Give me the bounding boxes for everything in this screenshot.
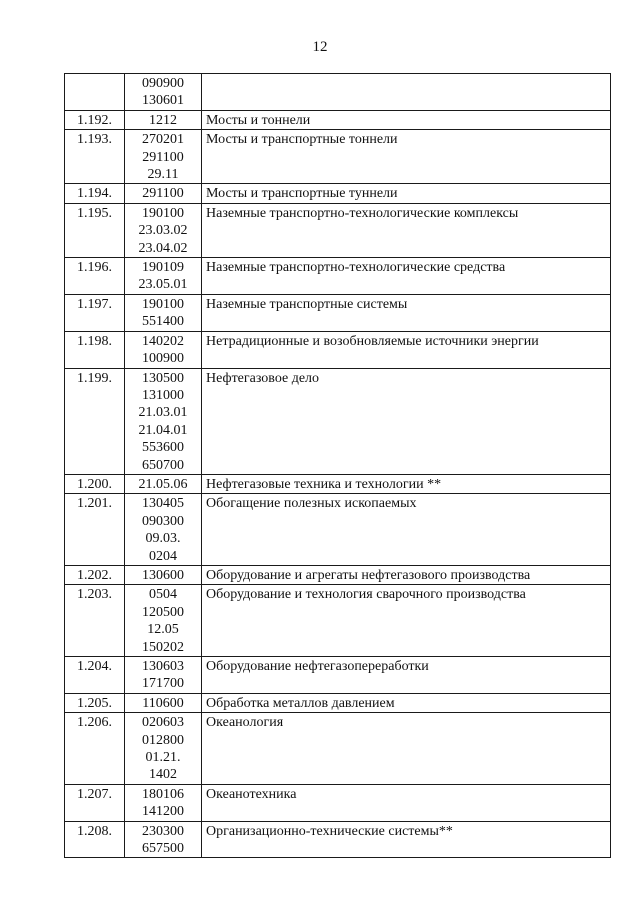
specialty-code: 190109 [142,260,184,276]
code-cell [125,294,202,331]
table-row [65,784,611,821]
table-row [65,474,611,493]
specialty-name-cell: Океанотехника [202,784,611,821]
specialty-code: 130500 [142,370,184,386]
code-cell [125,784,202,821]
code-cell [125,130,202,184]
specialty-code: 12.05 [147,622,179,638]
table-row [65,294,611,331]
row-number-cell [65,74,125,111]
specialty-name-cell: Нефтегазовые техника и технологии ** [202,474,611,493]
specialty-code: 190100 [142,205,184,221]
specialty-code: 140202 [142,333,184,349]
table-row [65,110,611,129]
table-row [65,494,611,566]
row-number-cell: 1.196. [65,258,125,295]
code-cell [125,585,202,657]
code-cell [125,693,202,712]
row-number-cell: 1.194. [65,184,125,203]
specialty-code: 020603 [142,715,184,731]
row-number-cell: 1.207. [65,784,125,821]
specialty-code: 0504 [149,587,177,603]
specialty-code: 23.04.02 [138,240,188,256]
table-row [65,331,611,368]
table-row [65,657,611,694]
specialty-code: 29.11 [147,167,179,183]
code-cell [125,657,202,694]
specialty-name-cell: Нетрадиционные и возобновляемые источники энергии [202,331,611,368]
specialty-name-cell: Обогащение полезных ископаемых [202,494,611,566]
specialty-name-cell: Наземные транспортно-технологические комплексы [202,203,611,257]
code-cell [125,184,202,203]
specialty-name-cell: Обработка металлов давлением [202,693,611,712]
table-body [65,74,611,858]
specialty-code: 553600 [142,440,184,456]
specialty-code: 120500 [142,604,184,620]
specialty-code: 21.03.01 [138,405,188,421]
specialty-name-cell: Организационно-технические системы** [202,821,611,858]
specialty-code: 657500 [142,841,184,857]
specialty-name-cell: Наземные транспортно-технологические средства [202,258,611,295]
code-cell [125,565,202,584]
specialty-code: 01.21. [145,750,181,766]
row-number-cell: 1.198. [65,331,125,368]
table-row [65,184,611,203]
specialty-code: 100900 [142,351,184,367]
specialty-name-cell [202,74,611,111]
table-row [65,368,611,474]
row-number-cell: 1.208. [65,821,125,858]
code-cell [125,821,202,858]
table-row [65,203,611,257]
table-row [65,74,611,111]
specialty-code: 291100 [142,149,184,165]
specialty-code: 130600 [142,567,184,583]
specialty-code: 291100 [142,186,184,202]
specialty-code: 190100 [142,296,184,312]
row-number-cell: 1.202. [65,565,125,584]
table-row [65,693,611,712]
specialties-table [64,73,611,858]
code-cell [125,713,202,785]
code-cell [125,110,202,129]
code-cell [125,258,202,295]
code-cell [125,368,202,474]
specialty-code: 130601 [142,93,184,109]
table-row [65,585,611,657]
table-row [65,565,611,584]
table-row [65,713,611,785]
row-number-cell: 1.206. [65,713,125,785]
code-cell [125,494,202,566]
specialty-name-cell: Мосты и транспортные тоннели [202,130,611,184]
specialty-code: 1402 [149,767,177,783]
specialty-name-cell: Наземные транспортные системы [202,294,611,331]
row-number-cell: 1.200. [65,474,125,493]
specialty-name-cell: Океанология [202,713,611,785]
specialty-code: 130603 [142,659,184,674]
specialty-code: 23.03.02 [138,223,188,239]
row-number-cell: 1.199. [65,368,125,474]
specialty-code: 110600 [142,695,184,711]
specialty-name-cell: Оборудование нефтегазопереработки [202,657,611,694]
specialty-name-cell: Мосты и тоннели [202,110,611,129]
row-number-cell: 1.193. [65,130,125,184]
specialty-code: 650700 [142,457,184,473]
row-number-cell: 1.201. [65,494,125,566]
row-number-cell: 1.203. [65,585,125,657]
specialty-code: 230300 [142,823,184,839]
code-cell [125,74,202,111]
row-number-cell: 1.195. [65,203,125,257]
specialty-code: 012800 [142,732,184,748]
row-number-cell: 1.192. [65,110,125,129]
specialty-code: 1212 [149,112,177,128]
specialty-code: 090300 [142,513,184,529]
code-cell [125,331,202,368]
row-number-cell: 1.204. [65,657,125,694]
page-number: 12 [312,39,328,55]
specialty-code: 090900 [142,76,184,91]
specialty-code: 270201 [142,132,184,148]
code-cell [125,203,202,257]
specialty-code: 21.04.01 [138,422,188,438]
code-cell [125,474,202,493]
specialty-name-cell: Нефтегазовое дело [202,368,611,474]
specialty-name-cell: Оборудование и агрегаты нефтегазового производства [202,565,611,584]
specialty-code: 0204 [149,548,177,564]
specialty-name-cell: Мосты и транспортные туннели [202,184,611,203]
specialty-code: 150202 [142,639,184,655]
specialty-code: 09.03. [145,531,181,547]
specialty-code: 551400 [142,314,184,330]
row-number-cell: 1.205. [65,693,125,712]
table-row [65,258,611,295]
specialty-code: 21.05.06 [138,476,188,492]
specialty-code: 141200 [142,804,184,820]
specialty-code: 131000 [142,387,184,403]
specialty-code: 180106 [142,786,184,802]
specialty-name-cell: Оборудование и технология сварочного производства [202,585,611,657]
specialty-code: 130405 [142,496,184,512]
table-row [65,130,611,184]
row-number-cell: 1.197. [65,294,125,331]
table-row [65,821,611,858]
specialty-code: 23.05.01 [138,277,188,293]
specialty-code: 171700 [142,676,184,692]
